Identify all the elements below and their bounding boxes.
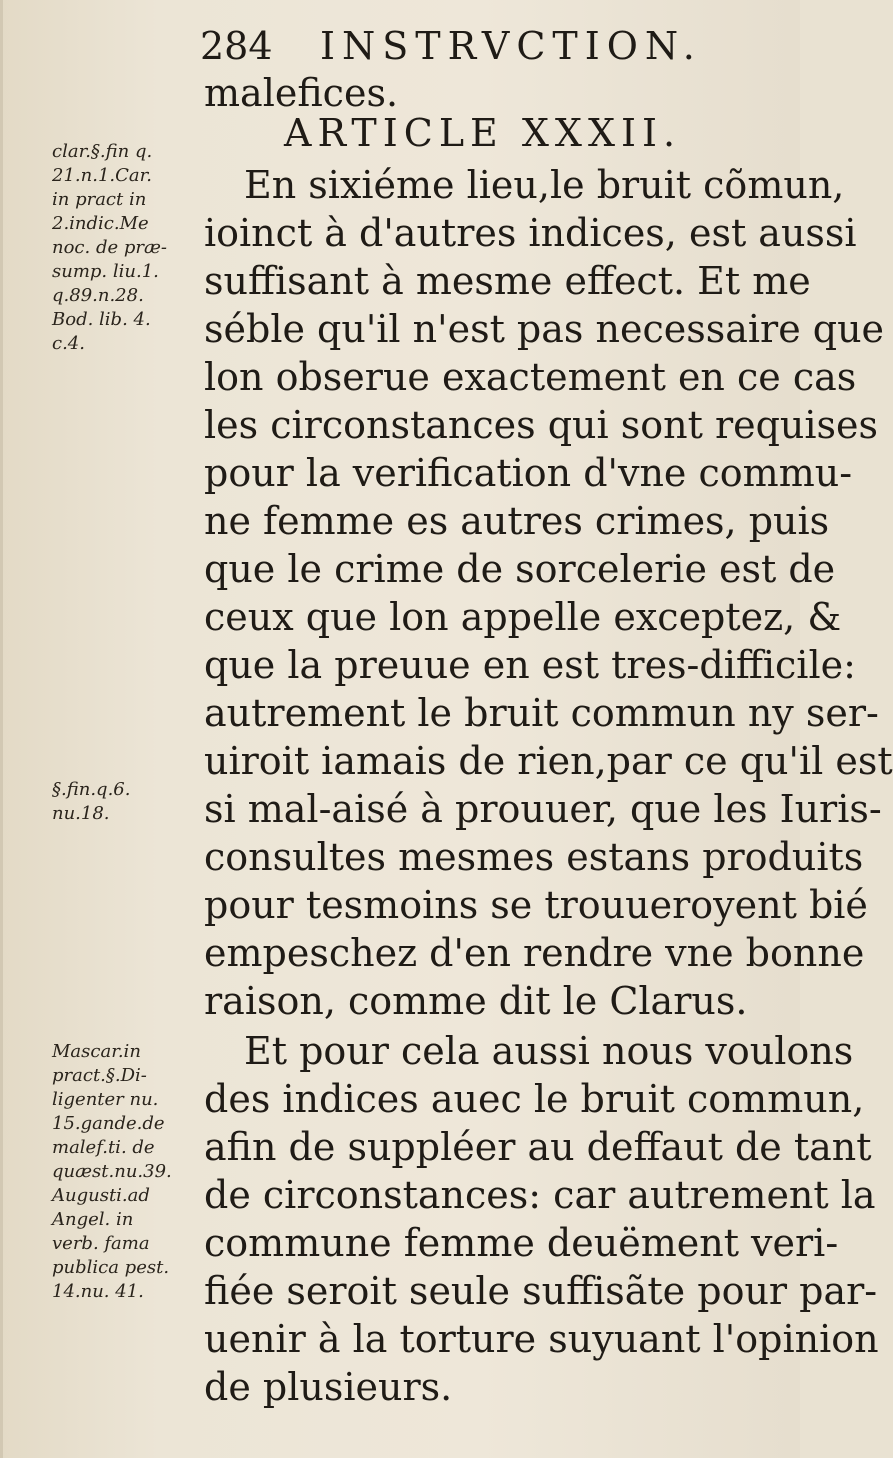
- text-line: ioinct à d'autres indices, est aussi: [204, 211, 857, 255]
- text-line: uenir à la torture suyuant l'opinion: [204, 1317, 879, 1361]
- margin-note-line: pract.§.Di-: [52, 1065, 147, 1086]
- text-line: commune femme deuëment veri-: [204, 1221, 839, 1265]
- margin-note-line: Augusti.ad: [52, 1185, 150, 1206]
- text-line: de circonstances: car autrement la: [204, 1173, 876, 1217]
- margin-note-line: verb. fama: [52, 1233, 150, 1254]
- text-line: ne femme es autres crimes, puis: [204, 499, 830, 543]
- text-line: que la preuue en est tres-difficile:: [204, 643, 856, 687]
- text-line: si mal-aisé à prouuer, que les Iuris-: [204, 787, 882, 831]
- margin-note-line: sump. liu.1.: [52, 261, 159, 282]
- margin-note-line: §.fin.q.6.: [52, 779, 131, 800]
- margin-note-line: q.89.n.28.: [52, 285, 144, 306]
- text-line: que le crime de sorcelerie est de: [204, 547, 836, 591]
- text-line: suffisant à mesme effect. Et me: [204, 259, 811, 303]
- text-line: les circonstances qui sont requises: [204, 403, 879, 447]
- text-line: Et pour cela aussi nous voulons: [244, 1029, 854, 1073]
- margin-note-line: 21.n.1.Car.: [52, 165, 152, 186]
- margin-note-line: quæst.nu.39.: [52, 1161, 172, 1182]
- text-line: fiée seroit seule suffisãte pour par-: [204, 1269, 878, 1313]
- text-line: de plusieurs.: [204, 1365, 453, 1409]
- margin-note-line: malef.ti. de: [52, 1137, 155, 1158]
- text-line: séble qu'il n'est pas necessaire que: [204, 307, 885, 351]
- text-line: raison, comme dit le Clarus.: [204, 979, 748, 1023]
- text-line: ceux que lon appelle exceptez, &: [204, 595, 842, 639]
- margin-note: [52, 778, 212, 826]
- text-line: consultes mesmes estans produits: [204, 835, 864, 879]
- margin-note-line: Bod. lib. 4.: [52, 309, 151, 330]
- page-gutter-shadow: [0, 0, 3, 1458]
- margin-note: [52, 1040, 212, 1304]
- margin-note-line: Mascar.in: [52, 1041, 141, 1062]
- text-line: autrement le bruit commun ny ser-: [204, 691, 879, 735]
- margin-note-line: clar.§.fin q.: [52, 141, 153, 162]
- margin-note-line: 2.indic.Me: [52, 213, 149, 234]
- running-title: INSTRVCTION.: [320, 24, 702, 68]
- margin-note-line: ligenter nu.: [52, 1089, 159, 1110]
- text-line: lon obserue exactement en ce cas: [204, 355, 857, 399]
- text-line: malefices.: [204, 71, 399, 115]
- margin-note-line: noc. de præ-: [52, 237, 167, 258]
- margin-note-line: Angel. in: [52, 1209, 134, 1230]
- text-line: uiroit iamais de rien,par ce qu'il est: [204, 739, 893, 783]
- text-line: des indices auec le bruit commun,: [204, 1077, 865, 1121]
- page-number: 284: [200, 24, 273, 68]
- running-header: [200, 22, 702, 70]
- text-line: pour tesmoins se trouueroyent bié: [204, 883, 868, 927]
- text-line: empeschez d'en rendre vne bonne: [204, 931, 865, 975]
- margin-note-line: 14.nu. 41.: [52, 1281, 144, 1302]
- text-line: pour la verification d'vne commu-: [204, 451, 853, 495]
- margin-note-line: c.4.: [52, 333, 85, 354]
- margin-note-line: in pract in: [52, 189, 147, 210]
- text-line: En sixiéme lieu,le bruit cõmun,: [244, 163, 845, 207]
- margin-note: [52, 140, 212, 356]
- margin-note-line: 15.gande.de: [52, 1113, 165, 1134]
- margin-note-line: nu.18.: [52, 803, 110, 824]
- margin-note-line: publica pest.: [52, 1257, 170, 1278]
- text-line: afin de suppléer au deffaut de tant: [204, 1125, 872, 1169]
- article-heading: ARTICLE XXXII.: [284, 111, 682, 155]
